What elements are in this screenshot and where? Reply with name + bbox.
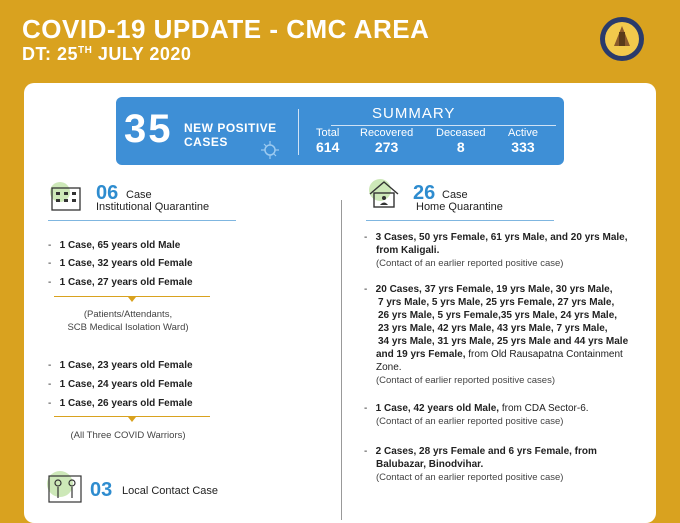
people-contact-icon bbox=[46, 470, 84, 504]
new-positive-count: 35 bbox=[124, 107, 173, 151]
summary-divider bbox=[298, 109, 299, 155]
list-item: - 1 Case, 26 years old Female bbox=[48, 398, 193, 409]
summary-title-underline bbox=[331, 125, 556, 126]
column-divider bbox=[341, 200, 342, 520]
page-title: COVID-19 UPDATE - CMC AREA bbox=[22, 14, 430, 44]
virus-icon bbox=[256, 139, 284, 161]
list-item: - 1 Case, 27 years old Female bbox=[48, 277, 193, 288]
summary-title: SUMMARY bbox=[372, 105, 456, 122]
building-icon bbox=[48, 182, 84, 212]
new-positive-label: NEW POSITIVE CASES bbox=[184, 121, 277, 149]
list-item: - 1 Case, 32 years old Female bbox=[48, 258, 193, 269]
group1-note: (Patients/Attendants, SCB Medical Isolation Ward) bbox=[67, 309, 189, 333]
home-type-label: Home Quarantine bbox=[416, 201, 503, 213]
stat-total: Total 614 bbox=[316, 127, 340, 155]
home-underline bbox=[366, 220, 554, 221]
institutional-count: 06 bbox=[96, 182, 119, 204]
institutional-type-label: Institutional Quarantine bbox=[96, 201, 210, 213]
group1-divider-arrow-icon bbox=[128, 297, 136, 302]
list-item: - 20 Cases, 37 yrs Female, 19 yrs Male, 30 yrs Male, 7 yrs Male, 5 yrs Male, 25 yrs Female, 27 yrs Male, 26 yrs Male, 5 yrs Female,35 yrs Male, 24 yrs Male, 23 yrs Male, 42 yrs Male, 43 yrs Male, 7 yrs Male, 34 yrs Male, 31 yrs Male, 25 yrs Male and 44 yrs Male and 19 yrs Female, from Old Rausapatna Containment Zone. (Contact of earlier reported positive cases) bbox=[364, 284, 629, 386]
home-case-label: Case bbox=[442, 189, 468, 201]
list-item: - 3 Cases, 50 yrs Female, 61 yrs Male, and 20 yrs Male, from Kaligali. (Contact of an earlier reported positive case) bbox=[364, 232, 628, 269]
summary-banner bbox=[116, 97, 564, 165]
home-icon bbox=[366, 178, 402, 210]
report-date: DT: 25TH JULY 2020 bbox=[22, 44, 192, 64]
stat-active: Active 333 bbox=[508, 127, 538, 155]
list-item: - 2 Cases, 28 yrs Female and 6 yrs Female, from Balubazar, Binodvihar. (Contact of an earlier reported positive case) bbox=[364, 446, 597, 483]
municipal-corporation-logo-icon bbox=[592, 14, 652, 64]
home-count: 26 bbox=[413, 182, 436, 204]
institutional-underline bbox=[48, 220, 236, 221]
list-item: - 1 Case, 24 years old Female bbox=[48, 379, 193, 390]
stat-recovered: Recovered 273 bbox=[360, 127, 414, 155]
institutional-case-label: Case bbox=[126, 189, 152, 201]
local-count: 03 bbox=[90, 479, 113, 501]
local-label: Local Contact Case bbox=[122, 485, 218, 497]
group2-divider-arrow-icon bbox=[128, 417, 136, 422]
list-item: - 1 Case, 65 years old Male bbox=[48, 240, 181, 251]
list-item: - 1 Case, 23 years old Female bbox=[48, 360, 193, 371]
stat-deceased: Deceased 8 bbox=[436, 127, 486, 155]
list-item: - 1 Case, 42 years old Male, from CDA Sector-6. (Contact of an earlier reported positive case) bbox=[364, 403, 589, 427]
group2-note: (All Three COVID Warriors) bbox=[70, 430, 186, 441]
